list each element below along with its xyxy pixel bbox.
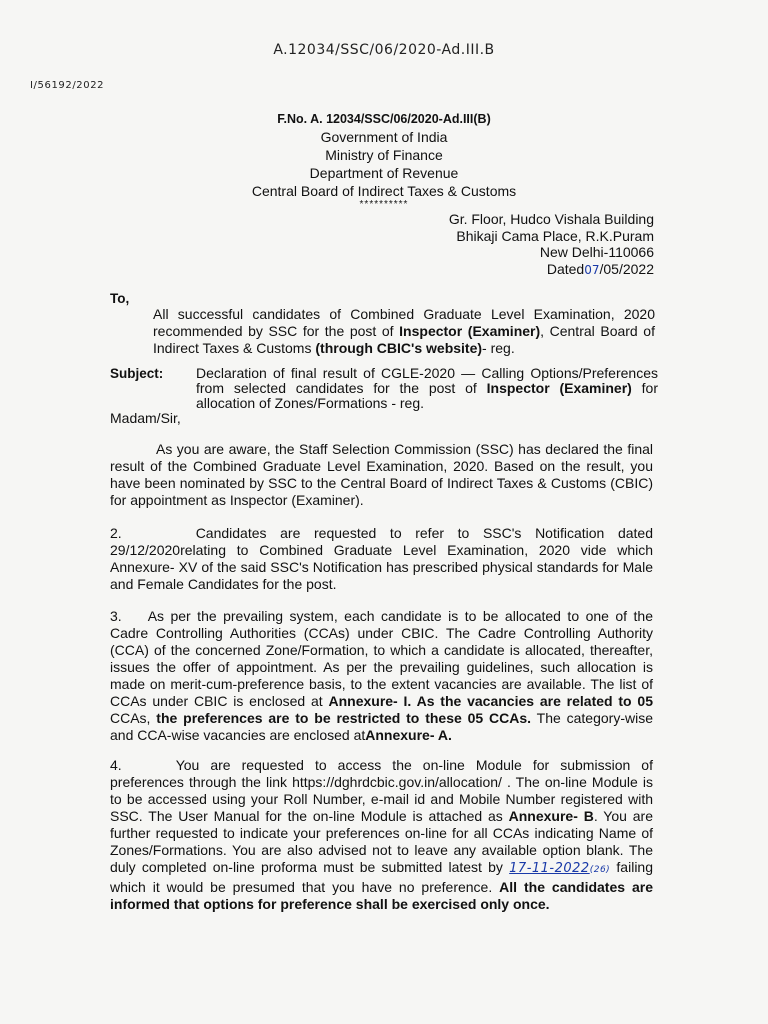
subject-part-2: for allocation of Zones/Formations - reg. [196, 380, 658, 411]
addressee-part-2: , Central Board of Indirect Taxes & Customs [153, 323, 655, 356]
header-line-department: Department of Revenue [309, 165, 459, 181]
addressee-post: Inspector (Examiner) [399, 323, 541, 339]
sender-address [449, 211, 654, 278]
paragraph-1 [110, 441, 653, 509]
addressee-channel: (through CBIC's website) [315, 340, 483, 356]
handwritten-date-day: 07 [584, 262, 600, 277]
dated-prefix: Dated [546, 260, 585, 277]
address-line-2: Bhikaji Cama Place, R.K.Puram [456, 227, 654, 244]
header-stars: ********** [359, 199, 409, 210]
letter-header [0, 110, 768, 210]
paragraph-3 [110, 608, 653, 744]
addressee-part-3: - reg. [482, 340, 515, 356]
addressee-part-1: All successful candidates of Combined Graduate Level Examination, 2020 recommended by SSC for the post of [153, 306, 655, 339]
paragraph-4-number: 4. [110, 757, 122, 773]
paragraph-3-part-3: The category-wise and CCA-wise vacancies are enclosed at [110, 710, 653, 743]
header-line-board: Central Board of Indirect Taxes & Customs [251, 183, 517, 199]
file-number: F.No. A. 12034/SSC/06/2020-Ad.III(B) [277, 112, 491, 126]
paragraph-4-notice: All the candidates are informed that options for preference shall be exercised only once. [110, 879, 653, 912]
paragraph-2 [110, 525, 653, 593]
handwritten-deadline-note: (26) [589, 865, 611, 875]
paragraph-4 [110, 757, 653, 913]
paragraph-3-annexure-i: Annexure- I. As the vacancies are related to 05 [328, 693, 653, 709]
paragraph-3-restriction: the preferences are to be restricted to these 05 CCAs. [156, 710, 532, 726]
salutation: Madam/Sir, [110, 410, 181, 426]
paragraph-3-part-1: As per the prevailing system, each candidate is to be allocated to one of the Cadre Controlling Authorities (CCAs) under CBIC. The Cadre Controlling Authority (CCA) of the concerned Zone/Formation, to which a candidate is allocated, thereafter, issues the offer of appointment. As per the prevailing guidelines, such allocation is made on merit-cum-preference basis, to the extent vacancies are available. The list of CCAs under CBIC is enclosed at [110, 608, 653, 709]
paragraph-4-annexure-b: Annexure- B [508, 808, 594, 824]
dated-suffix: /05/2022 [599, 260, 654, 277]
header-line-ministry: Ministry of Finance [325, 147, 443, 163]
address-line-1: Gr. Floor, Hudco Vishala Building [448, 211, 654, 227]
header-line-government: Government of India [320, 129, 448, 145]
paragraph-4-part-2: . You are further requested to indicate your preferences on-line for all CCAs indicating Name of Zones/Formations. You are also advised not to leave any available option blank. The duly completed on-line proforma must be submitted latest by [110, 808, 653, 875]
paragraph-2-number: 2. [110, 525, 122, 541]
subject-label: Subject: [110, 366, 164, 381]
subject-text [196, 366, 658, 411]
handwritten-deadline-date: 17-11-2022 [509, 861, 590, 876]
paragraph-3-annexure-a: Annexure- A. [365, 727, 452, 743]
subject-post: Inspector (Examiner) [486, 380, 632, 396]
paragraph-3-number: 3. [110, 608, 122, 624]
paragraph-1-text: As you are aware, the Staff Selection Commission (SSC) has declared the final result of the Combined Graduate Level Examination, 2020. Based on the result, you have been nominated by SSC to the Central Board of Indirect Taxes & Customs (CBIC) for appointment as Inspector (Examiner). [110, 441, 653, 508]
paragraph-4-part-3: failing which it would be presumed that you have no preference. [110, 859, 654, 895]
addressee-text [153, 306, 655, 357]
address-line-3: New Delhi-110066 [539, 244, 654, 260]
subject-part-1: Declaration of final result of CGLE-2020 — Calling Options/Preferences from selected candidates for the post of [196, 365, 658, 396]
handwritten-inward-number: I/56192/2022 [30, 80, 105, 91]
paragraph-3-part-2: CCAs, [110, 710, 157, 726]
handwritten-file-reference: A.12034/SSC/06/2020-Ad.III.B [273, 42, 495, 58]
paragraph-4-part-1: You are requested to access the on-line Module for submission of preferences through the link https://dghrdcbic.gov.in/allocation/ . The on-line Module is to be accessed using your Roll Number, e-mail id and Mobile Number registered with SSC. The User Manual for the on-line Module is attached as [110, 757, 653, 824]
to-label: To, [110, 291, 130, 306]
dated-line [449, 261, 654, 279]
paragraph-2-text: Candidates are requested to refer to SSC's Notification dated 29/12/2020relating to Combined Graduate Level Examination, 2020 vide which Annexure- XV of the said SSC's Notification has prescribed physical standards for Male and Female Candidates for the post. [110, 525, 653, 592]
